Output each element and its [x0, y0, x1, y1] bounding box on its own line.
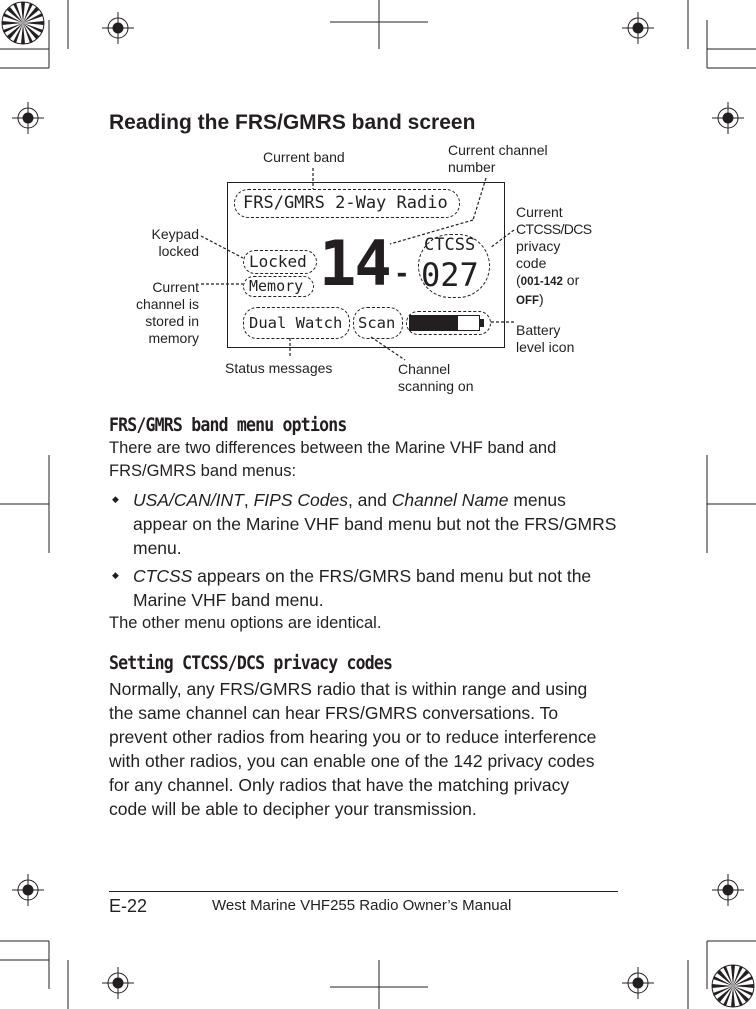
lcd-ctcss-label: CTCSS [424, 235, 476, 255]
bullet-marker-1: ◆ [112, 494, 119, 504]
page-number: E-22 [109, 896, 148, 916]
lcd-locked-text: Locked [249, 252, 307, 271]
page-title: Reading the FRS/GMRS band screen [109, 111, 476, 134]
lcd-memory-text: Memory [249, 277, 304, 295]
ctcss-range-value: 001-142 [520, 276, 563, 288]
menu-options-intro: There are two differences between the Marine VHF band and FRS/GMRS band menus: [109, 439, 557, 480]
callout-channel-scanning-on: Channel scanning on [398, 361, 474, 394]
lcd-dual-watch-text: Dual Watch [249, 314, 343, 332]
callout-ctcss-off: OFF) [516, 291, 544, 307]
callout-ctcss-line-1: Current [516, 204, 563, 220]
lcd-channel-digits: 14 [319, 227, 390, 300]
battery-terminal [480, 319, 484, 327]
callout-ctcss-line-4: code [516, 255, 547, 271]
bullet-marker-2: ◆ [112, 570, 119, 580]
lcd-dash: - [394, 259, 410, 289]
callout-status-messages: Status messages [225, 360, 333, 376]
callout-keypad-locked: Keypad locked [151, 226, 199, 259]
menu-options-closing: The other menu options are identical. [109, 614, 382, 632]
ctcss-off-value: OFF [516, 295, 539, 307]
lcd-ctcss-code: 027 [421, 256, 479, 294]
callout-current-band: Current band [263, 149, 345, 165]
callout-current-channel-number: Current channel number [448, 142, 548, 175]
callout-battery-level-icon: Battery level icon [516, 322, 575, 355]
menu-options-heading: FRS/GMRS band menu options [109, 414, 347, 436]
privacy-codes-heading: Setting CTCSS/DCS privacy codes [109, 652, 393, 674]
callout-ctcss-line-2: CTCSS/DCS [516, 221, 592, 237]
battery-fill [410, 316, 458, 330]
privacy-codes-body: Normally, any FRS/GMRS radio that is within range and using the same channel can hear FRS/GMRS conversations. To prevent other radios from hearing you or to reduce interference with other radios, you can enable one of the 142 privacy codes for any channel. Only radios that have the matching privacy code will be able to decipher your transmission. [109, 679, 597, 819]
lcd-screen [227, 182, 505, 348]
bullet-item-1: USA/CAN/INT, FIPS Codes, and Channel Name menus appear on the Marine VHF band menu but not the FRS/GMRS menu. [133, 490, 617, 558]
footer-rule [109, 891, 618, 892]
lcd-scan-text: Scan [358, 314, 396, 332]
ctcss-range-or: or [566, 272, 580, 288]
lcd-band-text: FRS/GMRS 2-Way Radio [243, 193, 448, 213]
callout-ctcss-line-3: privacy [516, 238, 561, 254]
callout-ctcss-range: (001-142 or [516, 272, 580, 288]
footer-manual-title: West Marine VHF255 Radio Owner’s Manual [212, 897, 512, 914]
callout-channel-stored-in-memory: Current channel is stored in memory [135, 279, 199, 346]
battery-icon [409, 315, 480, 331]
bullet-item-2: CTCSS appears on the FRS/GMRS band menu but not the Marine VHF band menu. [133, 566, 592, 610]
